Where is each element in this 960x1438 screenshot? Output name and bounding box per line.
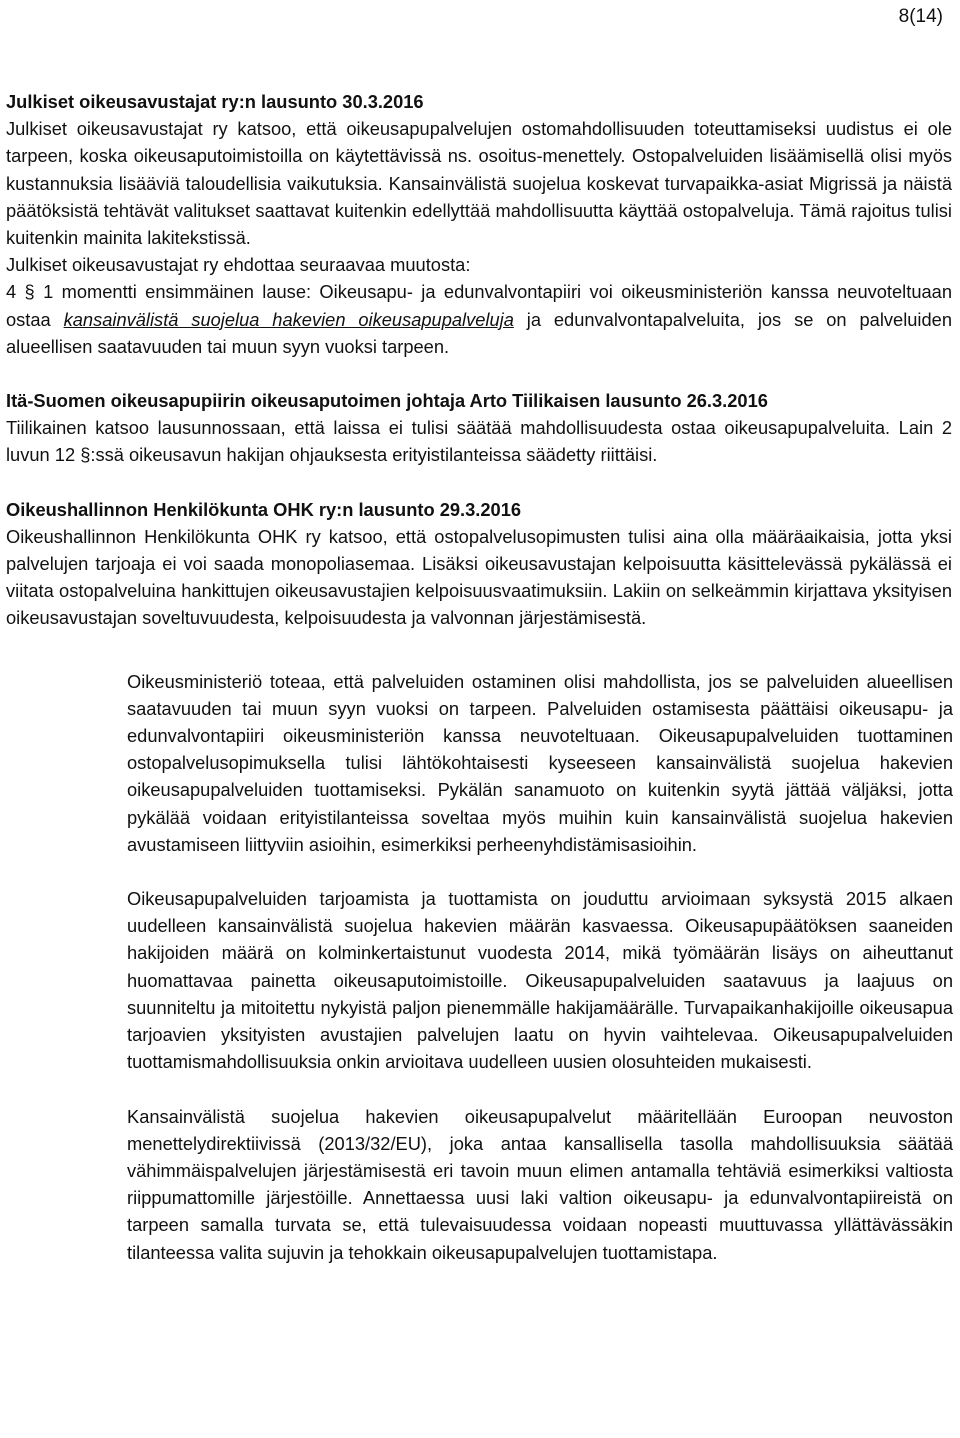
underlined-phrase: kansainvälistä suojelua hakevien oikeusapupalveluja (63, 308, 514, 330)
paragraph: Tiilikainen katsoo lausunnossaan, että laissa ei tulisi säätää mahdollisuudesta ostaa oikeusapupalveluita. Lain 2 luvun 12 §:ssä oikeusavun hakijan ohjauksesta erityistilanteissa säädetty riittäisi. (6, 417, 952, 466)
page-number: 8(14) (898, 6, 943, 27)
paragraph: Oikeusministeriö toteaa, että palveluiden ostaminen olisi mahdollista, jos se palveluiden alueellisen saatavuuden tai muun syyn vuoksi on tarpeen. Palveluiden ostamisesta päättäisi oikeusapu- ja edunvalvontapiiri oikeusministeriön kanssa neuvoteltuaan. Oikeusapupalveluiden tuottaminen ostopalvelusopimuksella tulisi lähtökohtaisesti kyseeseen kansainvälistä suojelua hakevien oikeusapupalveluiden tuottamiseksi. Pykälän sanamuoto on kuitenkin syytä jättää väljäksi, jotta pykälää voidaan erityistilanteissa soveltaa myös muihin kuin kansainvälistä suojelua hakevien avustamiseen liittyviin asioihin, esimerkiksi perheenyhdistämisasioihin. (127, 670, 953, 855)
section-heading: Julkiset oikeusavustajat ry:n lausunto 30.3.2016 (6, 91, 424, 112)
paragraph: Oikeushallinnon Henkilökunta OHK ry katsoo, että ostopalvelusopimusten tulisi aina olla määräaikaisia, jotta yksi palvelujen tarjoaja ei voi saada monopoliasemaa. Lisäksi oikeusavustajan kelpoisuutta käsittelevässä pykälässä ei viitata ostopalveluina hankittujen oikeusavustajien kelpoisuusvaatimuksiin. Lakiin on selkeämmin kirjattava yksityisen oikeusavustajan soveltuvuudesta, kelpoisuudesta ja valvonnan järjestämisestä. (6, 525, 952, 629)
section-ita-suomen-oikeusapupiiri (6, 387, 952, 469)
section-ohk (6, 496, 952, 632)
paragraph-proposal (6, 278, 952, 360)
proposal-text: 4 § 1 momentti ensimmäinen lause: Oikeusapu- ja edunvalvontapiiri voi oikeusministeriön kanssa neuvoteltuaan ostaa (6, 281, 952, 330)
paragraph: Julkiset oikeusavustajat ry ehdottaa seuraavaa muutosta: (6, 254, 471, 276)
section-heading: Itä-Suomen oikeusapupiirin oikeusaputoimen johtaja Arto Tiilikaisen lausunto 26.3.2016 (6, 390, 768, 412)
proposal-text: ja edunvalvontapalveluita, jos se on palveluiden alueellisen saatavuuden tai muun syyn vuoksi tarpeen. (6, 308, 952, 357)
paragraph: Julkiset oikeusavustajat ry katsoo, että oikeusapupalvelujen ostomahdollisuuden toteuttamiseksi uudistus ei ole tarpeen, koska oikeusaputoimistoilla on käytettävissä ns. osoitus-menettely. Ostopalveluiden lisäämisellä olisi myös kustannuksia lisääviä taloudellisia vaikutuksia. Kansainvälistä suojelua koskevat turvapaikka-asiat Migrissä ja näistä päätöksistä tehtävät valitukset saattavat kuitenkin edellyttää mahdollisuutta käyttää ostopalveluja. Tämä rajoitus tulisi kuitenkin mainita lakitekstissä. (6, 118, 952, 249)
section-heading: Oikeushallinnon Henkilökunta OHK ry:n lausunto 29.3.2016 (6, 498, 522, 520)
paragraph: Oikeusapupalveluiden tarjoamista ja tuottamista on jouduttu arvioimaan syksystä 2015 alkaen uudelleen kansainvälistä suojelua hakevien määrän kasvaessa. Oikeusapupäätöksen saaneiden hakijoiden määrä on kolminkertaistunut vuodesta 2014, mikä työmäärän lisäys on aiheuttanut huomattavaa painetta oikeusaputoimistoille. Oikeusapupalveluiden saatavuus ja laajuus on suunniteltu ja mitoitettu nykyistä paljon pienemmälle hakijamäärälle. Turvapaikanhakijoille oikeusapua tarjoavien yksityisten avustajien palvelujen laatu on hyvin vaihtelevaa. Oikeusapupalveluiden tuottamismahdollisuuksia onkin arvioitava uudelleen uusien olosuhteiden mukaisesti. (127, 888, 953, 1073)
section-julkiset-oikeusavustajat (6, 88, 952, 360)
paragraph: Kansainvälistä suojelua hakevien oikeusapupalvelut määritellään Euroopan neuvoston menettelydirektiivissä (2013/32/EU), joka antaa kansallisella tasolla mahdollisuuksia säätää vähimmäispalvelujen järjestämisestä eri tavoin muun elimen antamalla tehtäviä esimerkiksi valtiosta riippumattomille järjestöille. Annettaessa uusi laki valtion oikeusapu- ja edunvalvontapiireistä on tarpeen samalla turvata se, että tulevaisuudessa voidaan nopeasti muuttuvassa yllättävässäkin tilanteessa valita sujuvin ja tehokkain oikeusapupalvelujen tuottamistapa. (127, 1105, 953, 1263)
ministry-response (127, 668, 953, 1266)
document-body (6, 88, 952, 1266)
